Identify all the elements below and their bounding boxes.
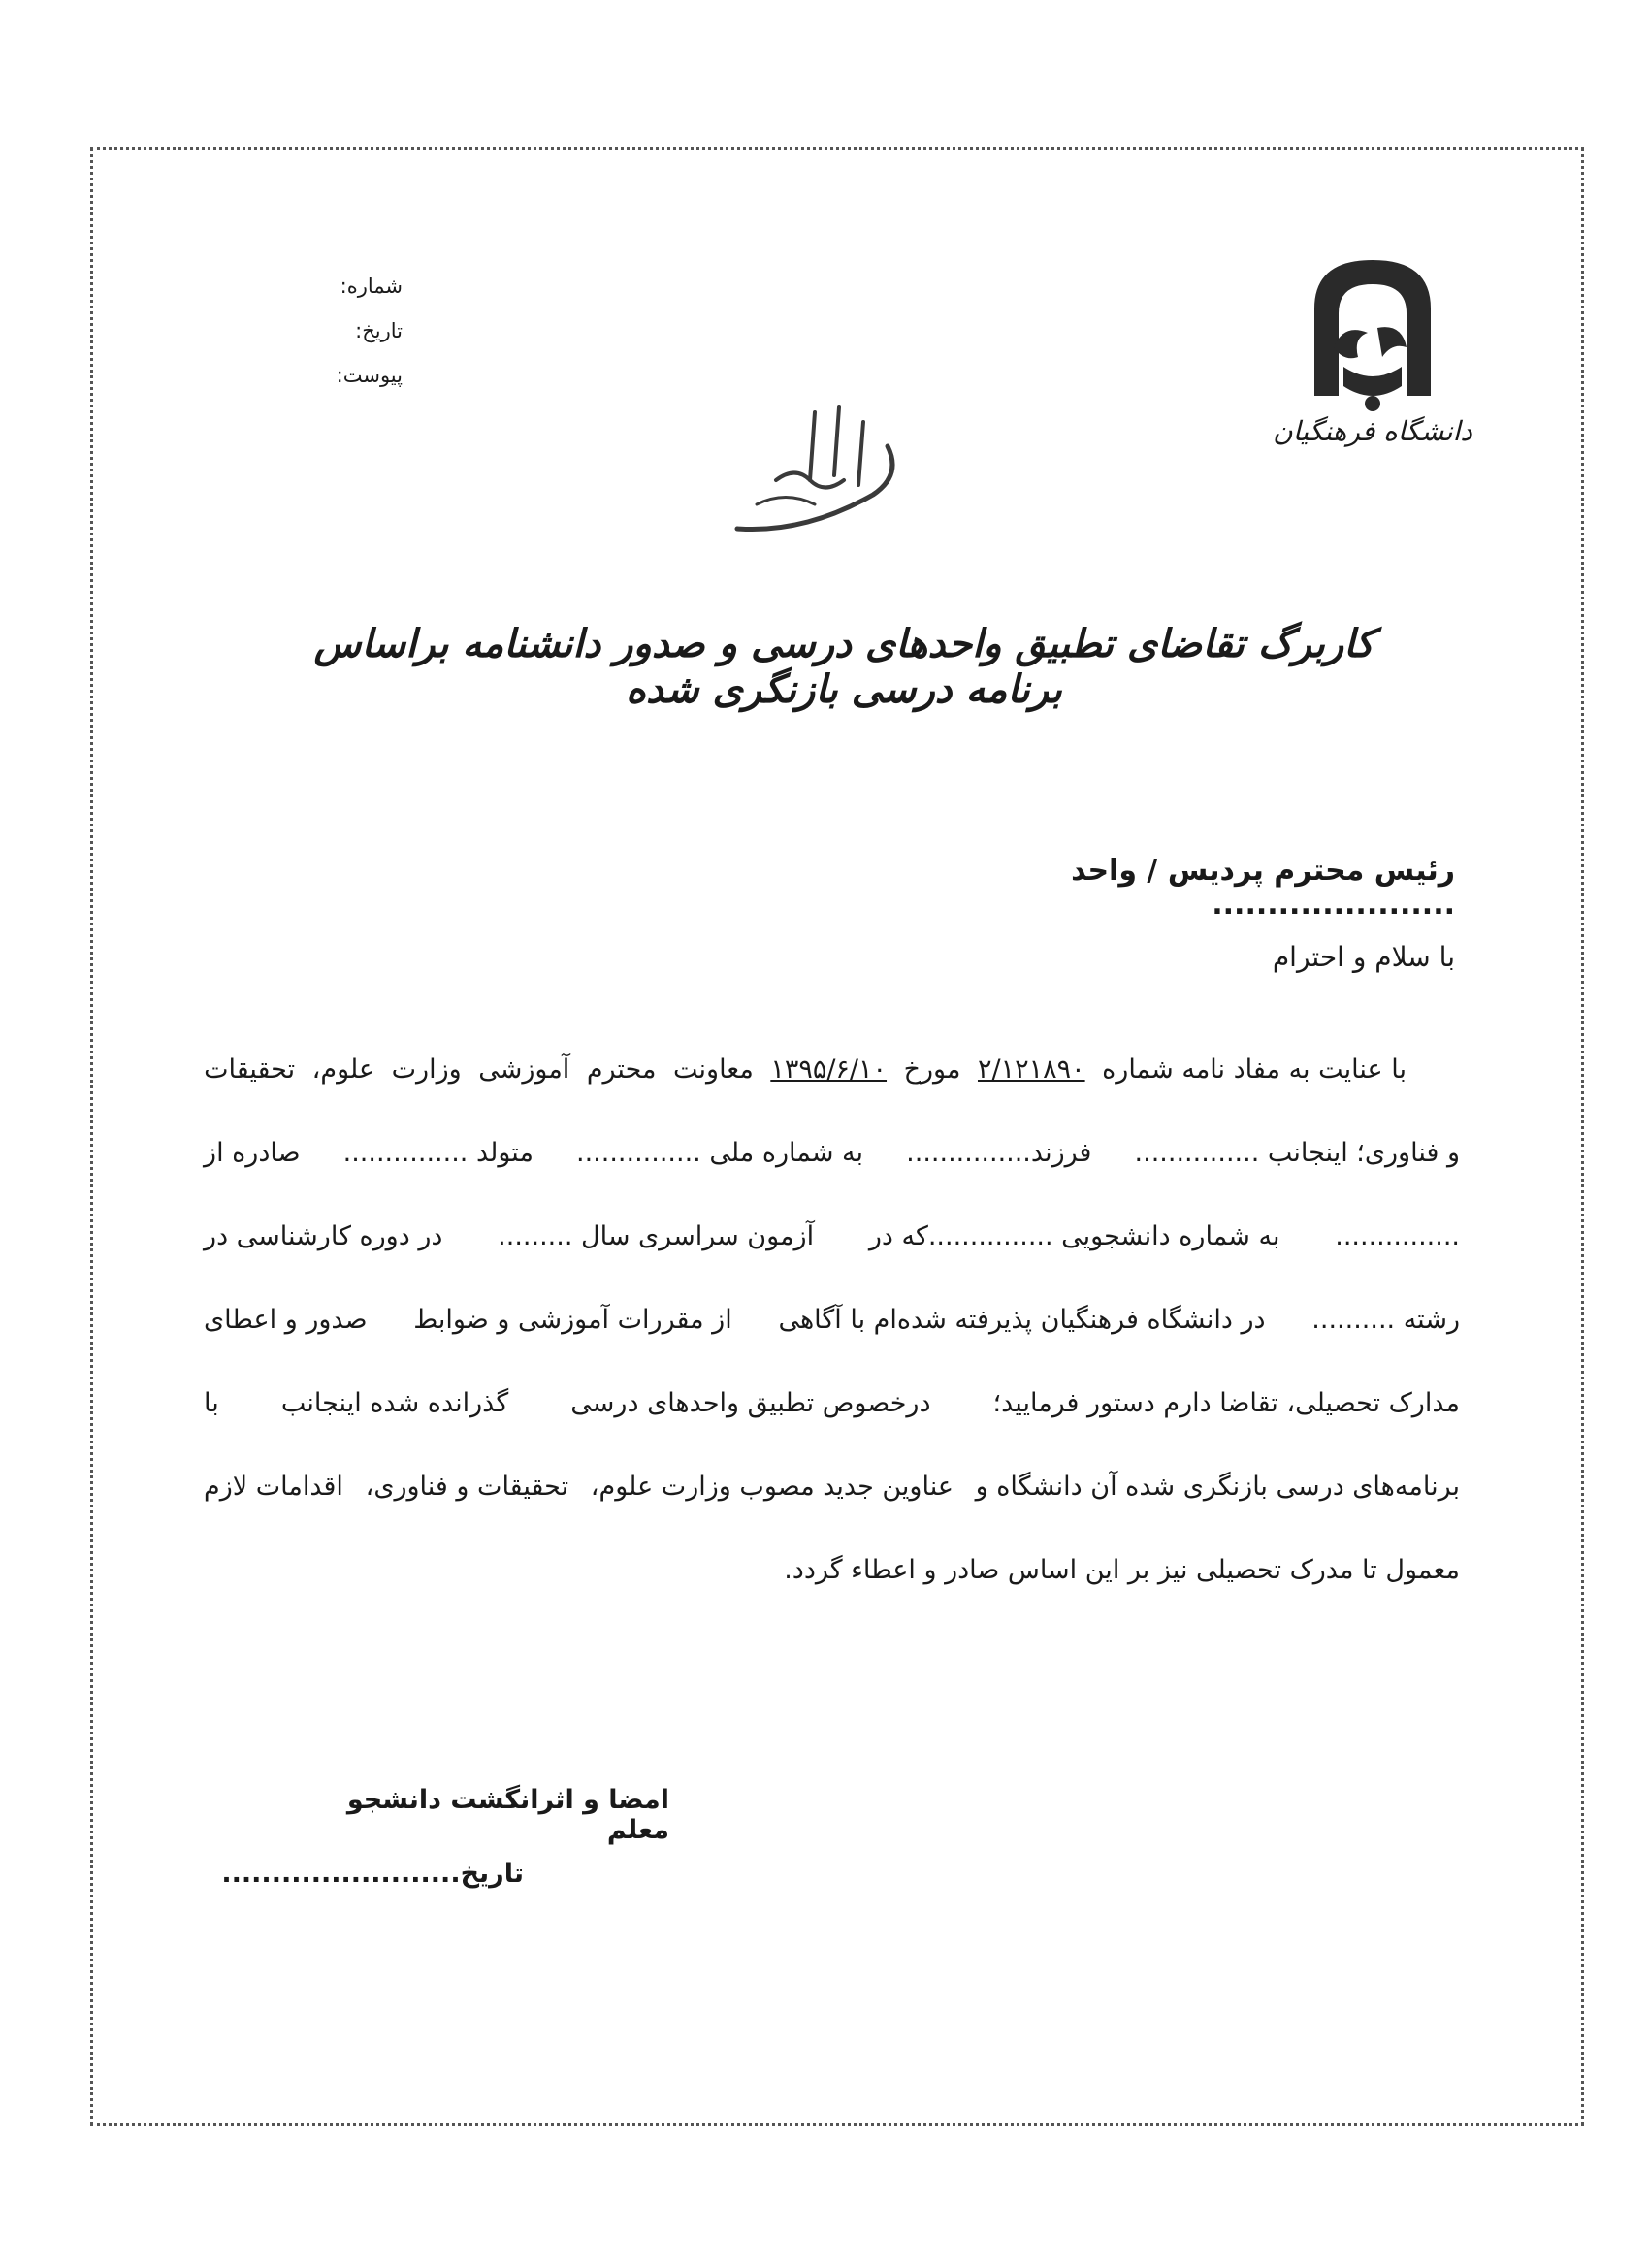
- body-line-5: مدارک تحصیلی، تقاضا دارم دستور فرمایید؛ درخصوص تطبیق واحدهای درسی گذرانده شده اینجانب با: [204, 1388, 1460, 1418]
- letter-date: ۱۳۹۵/۶/۱۰: [770, 1054, 888, 1085]
- attachment-label: پیوست:: [336, 364, 403, 387]
- body-line-3: ............... به شماره دانشجویی ...............که در آزمون سراسری سال ......... در دوره کارشناسی در: [204, 1221, 1460, 1251]
- greeting-line: با سلام و احترام: [1272, 941, 1455, 973]
- bismillah-calligraphy: [718, 388, 922, 543]
- signature-date-label: تاریخ........................: [221, 1859, 524, 1889]
- signature-label: امضا و اثرانگشت دانشجو معلم: [346, 1785, 669, 1845]
- letter-meta: [247, 264, 403, 398]
- date-label-header: تاریخ:: [355, 319, 403, 342]
- body-line-1: با عنایت به مفاد نامه شماره ۲/۱۲۱۸۹۰ مورخ ۱۳۹۵/۶/۱۰ معاونت محترم آموزشی وزارت علوم، تحقیقات: [204, 1028, 1460, 1112]
- body-line-6: برنامه‌های درسی بازنگری شده آن دانشگاه و عناوین جدید مصوب وزارت علوم، تحقیقات و فناوری، اقدامات لازم: [204, 1472, 1460, 1502]
- body-line-4: رشته .......... در دانشگاه فرهنگیان پذیرفته شده‌ام با آگاهی از مقررات آموزشی و ضوابط صدور و اعطای: [204, 1305, 1460, 1335]
- body-line-2: و فناوری؛ اینجانب ............... فرزند............... به شماره ملی ............... متولد ............... صادره از: [204, 1138, 1460, 1168]
- letter-body: [204, 1028, 1460, 1612]
- letter-number: ۲/۱۲۱۸۹۰: [977, 1054, 1085, 1085]
- logo-caption: دانشگاه فرهنگیان: [1273, 415, 1472, 447]
- form-title: کاربرگ تقاضای تطبیق واحدهای درسی و صدور دانشنامه براساس برنامه درسی بازنگری شده: [313, 621, 1374, 712]
- body-line-7: معمول تا مدرک تحصیلی نیز بر این اساس صادر و اعطاء گردد.: [784, 1555, 1460, 1585]
- addressee-line: رئیس محترم پردیس / واحد ......................: [1071, 854, 1455, 922]
- number-label: شماره:: [340, 275, 403, 298]
